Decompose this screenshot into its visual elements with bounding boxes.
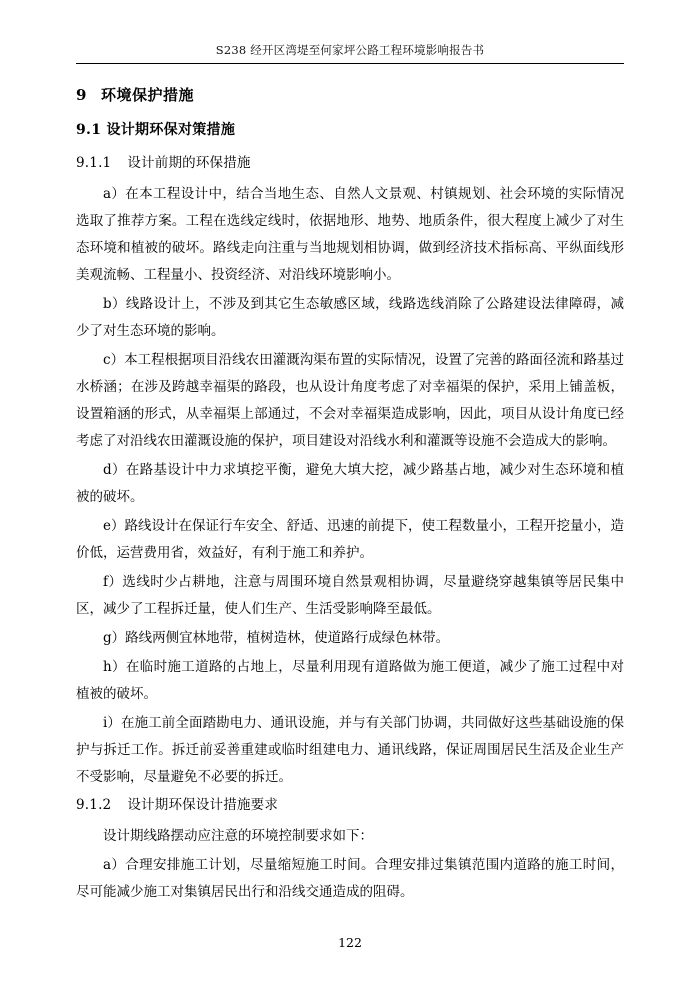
subsection-number-1: 9.1.1 [76,155,112,171]
paragraph: f）选线时少占耕地，注意与周围环境自然景观相协调，尽量避绕穿越集镇等居民集中区，减少了工程拆迁量，使人们生产、生活受影响降至最低。 [76,574,624,617]
paragraph: a）在本工程设计中，结合当地生态、自然人文景观、村镇规划、社会环境的实际情况选取了推荐方案。工程在选线定线时，依据地形、地势、地质条件，很大程度上减少了对生态环境和植被的破坏。路线走向注重与当地规划相协调，做到经济技术指标高、平纵面线形美观流畅、工程量小、投资经济、对沿线环境影响小。 [76,186,624,283]
document-body [76,84,624,908]
paragraph: h）在临时施工道路的占地上，尽量利用现有道路做为施工便道，减少了施工过程中对植被的破坏。 [76,659,624,702]
subsection-heading-2 [76,793,624,813]
section-heading [76,119,624,139]
paragraph: a）合理安排施工计划，尽量缩短施工时间。合理安排过集镇范围内道路的施工时间，尽可能减少施工对集镇居民出行和沿线交通造成的阻碍。 [76,857,624,900]
page-footer [0,935,700,950]
subsection-number-2: 9.1.2 [76,797,112,813]
subsection-heading-1 [76,151,624,171]
page-number: 122 [338,935,362,950]
header-divider [76,63,624,64]
subsection-title-1: 设计前期的环保措施 [127,155,251,171]
chapter-title: 环境保护措施 [100,86,194,104]
paragraph: g）路线两侧宜林地带，植树造林，使道路行成绿色林带。 [103,630,450,646]
paragraph: c）本工程根据项目沿线农田灌溉沟渠布置的实际情况，设置了完善的路面径流和路基过水桥涵；在涉及跨越幸福渠的路段，也从设计角度考虑了对幸福渠的保护，采用上铺盖板，设置箱涵的形式，从幸福渠上部通过，不会对幸福渠造成影响，因此，项目从设计角度已经考虑了对沿线农田灌溉设施的保护，项目建设对沿线水利和灌溉等设施不会造成大的影响。 [76,352,624,449]
paragraph: 设计期线路摆动应注意的环境控制要求如下： [103,828,373,844]
paragraph: b）线路设计上，不涉及到其它生态敏感区域，线路选线消除了公路建设法律障碍，减少了对生态环境的影响。 [76,296,624,339]
paragraph: e）路线设计在保证行车安全、舒适、迅速的前提下，使工程数量小，工程开挖量小，造价低，运营费用省，效益好，有利于施工和养护。 [76,518,624,561]
page-header [76,42,624,68]
paragraph: d）在路基设计中力求填挖平衡，避免大填大挖，减少路基占地，减少对生态环境和植被的破坏。 [76,462,624,505]
chapter-heading [76,84,624,105]
section-title: 设计期环保对策措施 [106,122,236,138]
chapter-number: 9 [76,86,87,104]
subsection-title-2: 设计期环保设计措施要求 [127,797,279,813]
section-number: 9.1 [76,122,102,138]
paragraph: i）在施工前全面踏勘电力、通讯设施，并与有关部门协调，共同做好这些基础设施的保护与拆迁工作。拆迁前妥善重建或临时组建电力、通讯线路，保证周围居民生活及企业生产不受影响，尽量避免不必要的拆迁。 [76,715,624,785]
header-title: S238 经开区湾堤至何家坪公路工程环境影响报告书 [215,43,485,57]
